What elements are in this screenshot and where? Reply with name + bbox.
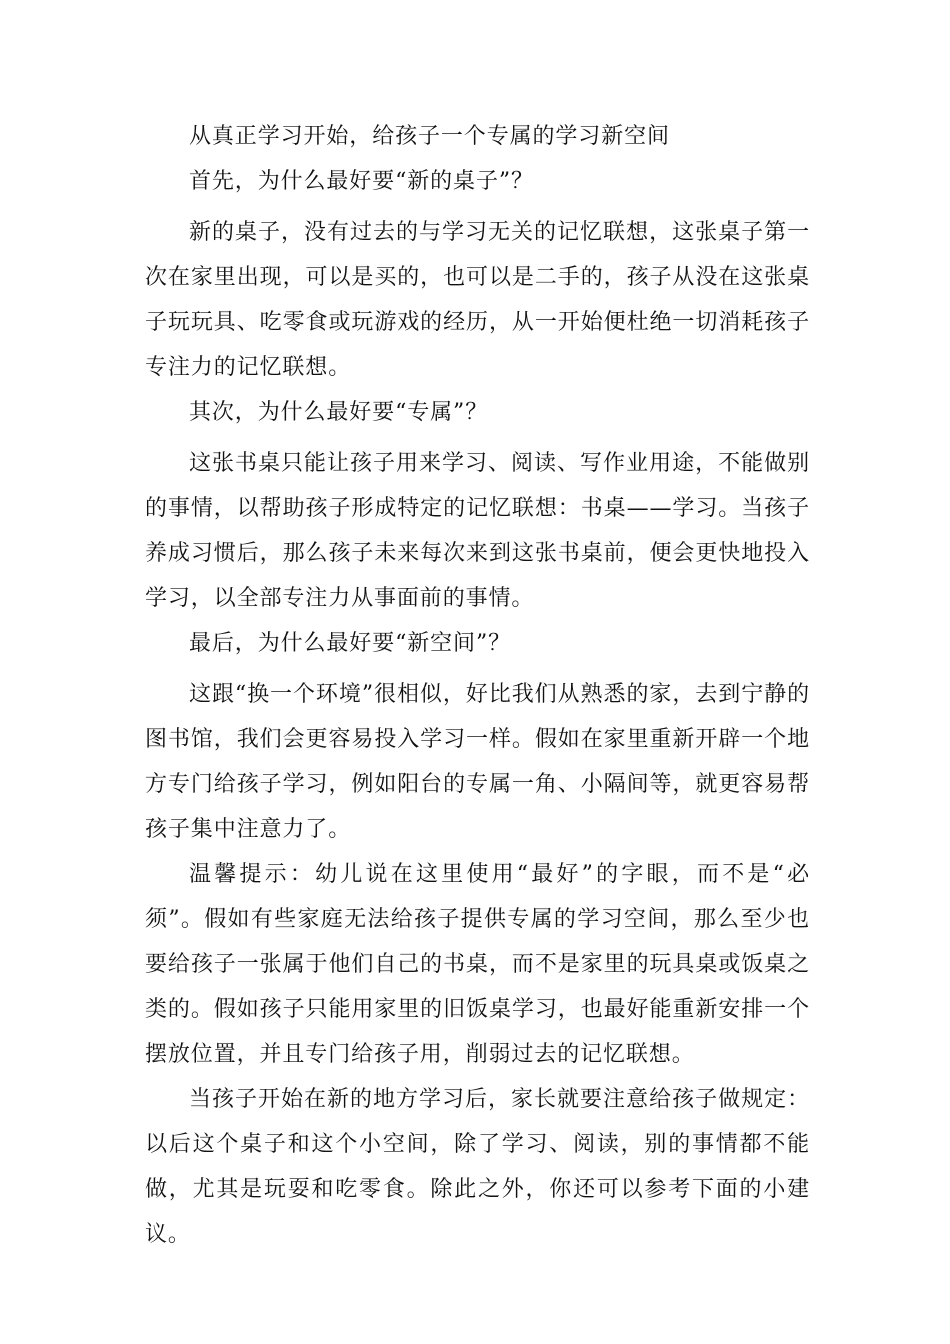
paragraph-tip: 温馨提示：幼儿说在这里使用“最好”的字眼，而不是“必须”。假如有些家庭无法给孩子提供专属的学习空间，那么至少也要给孩子一张属于他们自己的书桌，而不是家里的玩具桌或饭桌之类的。假如孩子只能用家里的旧饭桌学习，也最好能重新安排一个摆放位置，并且专门给孩子用，削弱过去的记忆联想。 — [145, 862, 810, 1067]
question-new-space: 最后，为什么最好要“新空间”？ — [189, 631, 511, 656]
paragraph-rules: 当孩子开始在新的地方学习后，家长就要注意给孩子做规定：以后这个桌子和这个小空间，除了学习、阅读，别的事情都不能做，尤其是玩耍和吃零食。除此之外，你还可以参考下面的小建议。 — [145, 1087, 810, 1247]
question-new-desk: 首先，为什么最好要“新的桌子”？ — [189, 169, 534, 194]
paragraph-new-space: 这跟“换一个环境”很相似，好比我们从熟悉的家，去到宁静的图书馆，我们会更容易投入学习一样。假如在家里重新开辟一个地方专门给孩子学习，例如阳台的专属一角、小隔间等，就更容易帮孩子集中注意力了。 — [145, 682, 810, 842]
question-exclusive: 其次，为什么最好要“专属”？ — [189, 400, 489, 425]
document-body — [145, 114, 810, 1257]
heading-paragraph: 从真正学习开始，给孩子一个专属的学习新空间 — [189, 124, 670, 149]
paragraph-new-desk: 新的桌子，没有过去的与学习无关的记忆联想，这张桌子第一次在家里出现，可以是买的，也可以是二手的，孩子从没在这张桌子玩玩具、吃零食或玩游戏的经历，从一开始便杜绝一切消耗孩子专注力的记忆联想。 — [145, 220, 810, 380]
paragraph-exclusive: 这张书桌只能让孩子用来学习、阅读、写作业用途，不能做别的事情，以帮助孩子形成特定的记忆联想：书桌——学习。当孩子养成习惯后，那么孩子未来每次来到这张书桌前，便会更快地投入学习，以全部专注力从事面前的事情。 — [145, 451, 810, 611]
